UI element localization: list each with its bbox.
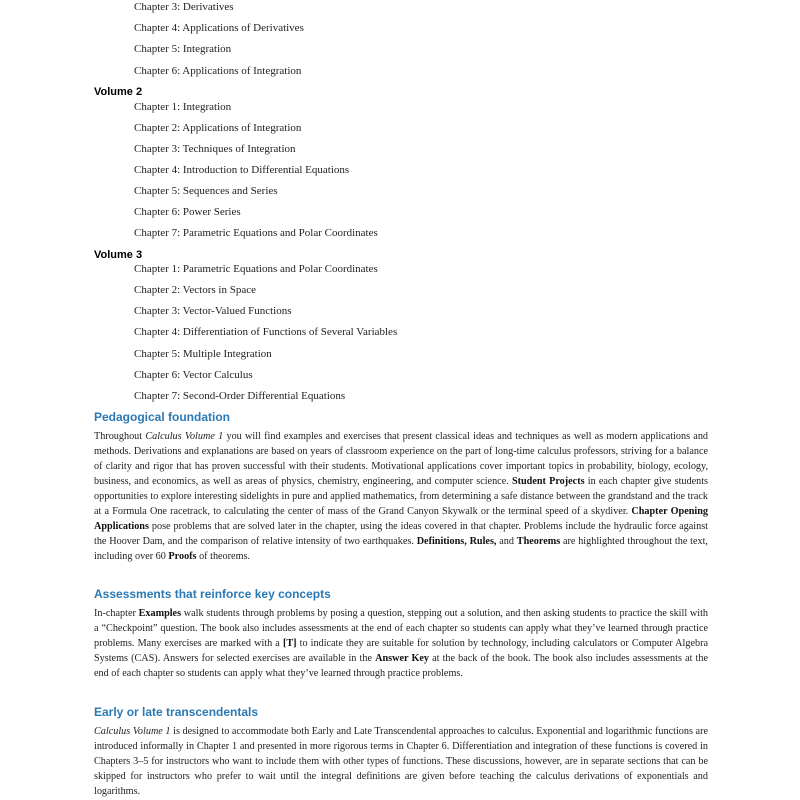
paragraph: In-chapter Examples walk students through problems by posing a question, stepping out a solution, and then asking students to practice the skill with a “Checkpoint” question. The book also includes assessments at the end of each chapter so students can apply what they’ve learned through practice problems. Many exercises are marked with a [T] to indicate they are suitable for solution by technology, including calculators or Computer Algebra Systems (CAS). Answers for selected exercises are available in the Answer Key at the back of the book. The book also includes assessments at the end of each chapter so students can apply what they’ve learned through practice problems.	[94, 608, 708, 679]
toc-item: Chapter 6: Power Series	[134, 206, 241, 218]
toc-item: Chapter 7: Parametric Equations and Polar Coordinates	[134, 227, 378, 239]
toc-item: Chapter 1: Parametric Equations and Polar Coordinates	[134, 263, 378, 275]
paragraph: Throughout Calculus Volume 1 you will find examples and exercises that present classical ideas and techniques as well as modern applications and methods. Derivations and explanations are based on years of classroom experience on the part of long-time calculus professors, striving for a balance of clarity and rigor that has proven successful with their students. Motivational applications cover important topics in probability, biology, ecology, business, and economics, as well as areas of physics, chemistry, engineering, and computer science. Student Projects in each chapter give students opportunities to explore interesting sidelights in pure and applied mathematics, from determining a safe distance between the grandstand and the track at a Formula One racetrack, to calculating the center of mass of the Grand Canyon Skywalk or the terminal speed of a skydiver. Chapter Opening Applications pose problems that are solved later in the chapter, using the ideas covered in that chapter. Problems include the hydraulic force against the Hoover Dam, and the comparison of relative intensity of two earthquakes. Definitions, Rules, and Theorems are highlighted throughout the text, including over 60 Proofs of theorems.	[94, 431, 709, 562]
volume-heading: Volume 2	[94, 86, 143, 98]
section-transcendentals	[94, 704, 708, 799]
toc-item: Chapter 6: Applications of Integration	[134, 65, 302, 77]
paragraph: Calculus Volume 1 is designed to accommodate both Early and Late Transcendental approaches to calculus. Exponential and logarithmic functions are introduced informally in Chapter 1 and presented in more rigorous terms in Chapter 6. Differentiation and integration of these functions is covered in Chapters 3–5 for instructors who want to include them with other types of functions. These discussions, however, are in separate sections that can be skipped for instructors who prefer to wait until the integral definitions are given before teaching the calculus derivations of exponentials and logarithms.	[94, 726, 708, 797]
toc-item: Chapter 1: Integration	[134, 101, 232, 113]
volume-heading: Volume 3	[94, 249, 143, 261]
toc-item: Chapter 2: Vectors in Space	[134, 284, 256, 296]
toc-item: Chapter 5: Sequences and Series	[134, 185, 278, 197]
toc-item: Chapter 3: Derivatives	[134, 1, 234, 13]
section-assessments	[94, 586, 708, 681]
toc-item: Chapter 4: Applications of Derivatives	[134, 22, 304, 34]
toc-item: Chapter 4: Differentiation of Functions of Several Variables	[134, 326, 398, 338]
toc-item: Chapter 5: Integration	[134, 43, 232, 55]
toc-item: Chapter 6: Vector Calculus	[134, 369, 253, 381]
toc-item: Chapter 3: Vector-Valued Functions	[134, 305, 292, 317]
toc-item: Chapter 7: Second-Order Differential Equations	[134, 390, 346, 402]
toc-item: Chapter 3: Techniques of Integration	[134, 143, 296, 155]
toc-item: Chapter 4: Introduction to Differential Equations	[134, 164, 350, 176]
toc-item: Chapter 2: Applications of Integration	[134, 122, 302, 134]
toc-item: Chapter 5: Multiple Integration	[134, 348, 272, 360]
section-heading: Pedagogical foundation	[94, 410, 231, 424]
section-heading: Assessments that reinforce key concepts	[94, 587, 331, 601]
section-heading: Early or late transcendentals	[94, 705, 259, 719]
section-pedagogical-foundation	[94, 409, 708, 564]
